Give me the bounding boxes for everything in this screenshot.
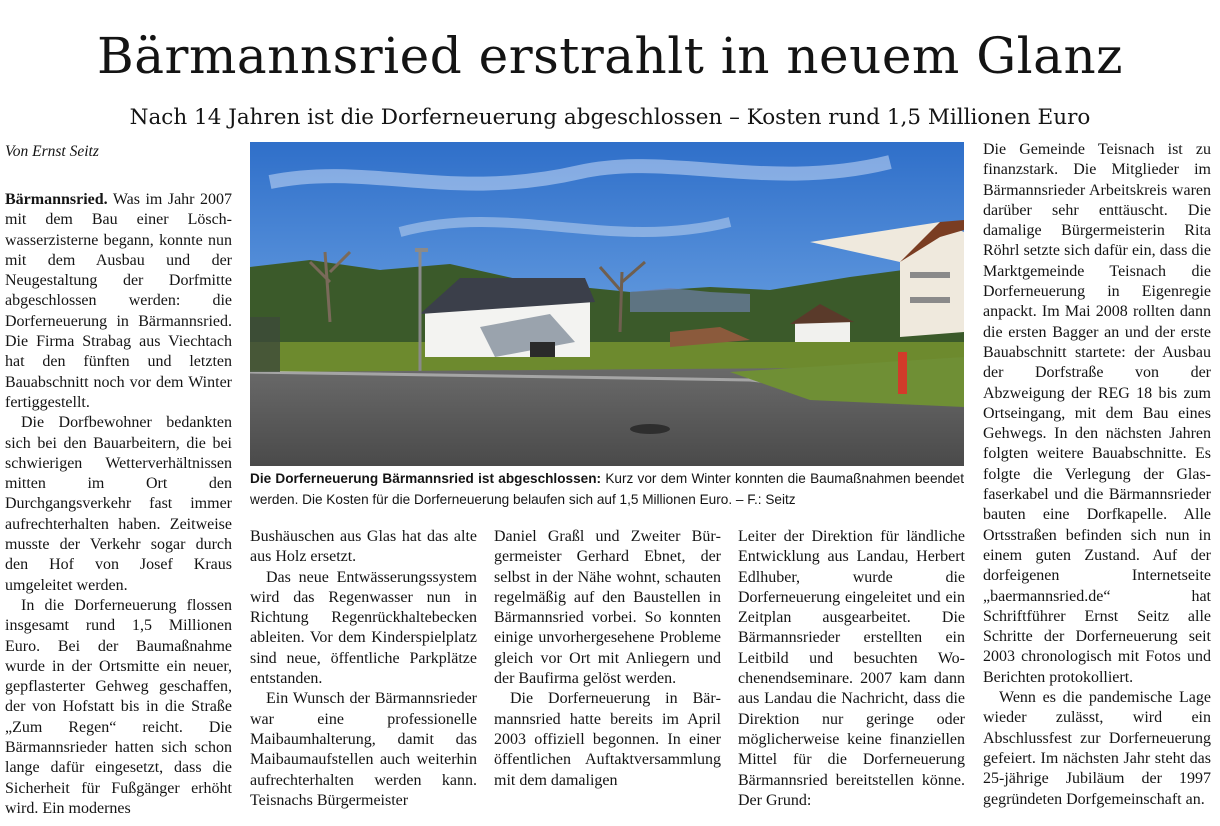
paragraph: Das neue Entwässerungssystem wird das Regenwasser nun in Richtung Regenrückhaltebecken ableiten. Vor dem Kinderspielplatz sind neue, öffentliche Parkplätze entstanden. xyxy=(250,568,477,688)
subheadline: Nach 14 Jahren ist die Dorferneuerung abgeschlossen – Kosten rund 1,5 Millionen Euro xyxy=(129,105,1091,130)
paragraph: Die Dorferneuerung in Bärmannsried hatte bereits im April 2003 offiziell begonnen. In einer öffentlichen Auftaktversammlung mit dem damaligen xyxy=(494,690,721,789)
paragraph: Leiter der Direktion für ländliche Entwicklung aus Landau, Herbert Edlhuber, wurde die Dorferneuerung eingeleitet und ein Zeitplan ausgearbeitet. Die Bärmannsrieder erstellten ein Leitbild und besuchten Wochenendseminare. 2007 kam dann aus Landau die Nachricht, dass die Direktion nur geringe oder möglicherweise keine finanziellen Mittel für die Dorferneuerung Bärmannsried bereitstellen könne. Der Grund: xyxy=(738,528,965,809)
photo-credit: – F.: Seitz xyxy=(732,491,796,507)
lead-paragraph: Bärmannsried. Was im Jahr 2007 mit dem Bau einer Löschwasserzisterne begann, konnte nun mit dem Ausbau und der Neugestaltung der Dorfmitte abgeschlossen werden: die Dorferneuerung in Bärmannsried. Die Firma Strabag aus Viechtach hat den fünften und letzten Bauabschnitt noch vor dem Winter fertiggestellt. xyxy=(5,191,232,411)
paragraph: Ein Wunsch der Bärmannsrieder war eine professionelle Maibaumhalterung, damit das Maibaumaufstellen auch weiterhin aufrechterhalten werden kann. Teisnachs Bürgermeister xyxy=(250,690,477,809)
paragraph: Bushäuschen aus Glas hat das alte aus Holz ersetzt. xyxy=(250,528,477,566)
article-column-1 xyxy=(5,190,232,819)
dateline: Bärmannsried. xyxy=(5,191,108,208)
photo-caption xyxy=(250,469,964,510)
article-column-2 xyxy=(250,527,477,811)
village-street-photo xyxy=(250,142,964,466)
paragraph: Wenn es die pandemische Lage wieder zulässt, wird ein Abschlussfest zur Dorferneuerung gefeiert. Im nächsten Jahr steht das 25-jährige Jubiläum der 1997 gegründeten Dorfgemeinschaft an. xyxy=(983,689,1211,808)
paragraph: Die Dorfbewohner bedankten sich bei den Bauarbeitern, die bei schwierigen Wetterverhältnissen mitten im Ort den Durchgangsverkehr fast immer aufrechterhalten haben. Zeitweise musste der Verkehr sogar durch den Hof von Josef Kraus umgeleitet werden. xyxy=(5,414,232,594)
article-column-5 xyxy=(983,140,1211,810)
caption-lead: Die Dorferneuerung Bärmannsried ist abgeschlossen: xyxy=(250,471,602,486)
paragraph: Daniel Graßl und Zweiter Bürgermeister Gerhard Ebnet, der selbst in der Nähe wohnt, schauten regelmäßig auf den Baustellen in Bärmannsried vorbei. So konnten einige unvorhergesehene Probleme gleich vor Ort mit Anliegern und der Baufirma gelöst werden. xyxy=(494,528,721,688)
byline: Von Ernst Seitz xyxy=(5,143,99,160)
caption-text: Kurz vor dem Winter konnten die Baumaßnahmen beendet werden. Die Kosten für die Dorferneuerung belaufen sich auf 1,5 Millionen Euro. xyxy=(250,471,965,507)
paragraph: Die Gemeinde Teisnach ist zu finanzstark. Die Mitglieder im Bärmannsrieder Arbeitskreis waren darüber sehr enttäuscht. Die damalige Bürgermeisterin Rita Röhrl setzte sich dafür ein, dass die Marktgemeinde Teisnach die Dorferneuerung in Eigenregie anpackt. Im Mai 2008 rollten dann die ersten Bagger an und der erste Bauabschnitt startete: der Ausbau der Dorfstraße von der Abzweigung der REG 18 bis zum Ortseingang, mit dem Bau eines Gehwegs. In den nächsten Jahren folgten weitere Bauabschnitte. Es folgte die Verlegung der Glasfaserkabel und die Bärmannsrieder bauten eine Dorfkapelle. Alle Ortsstraßen befinden sich nun in einem guten Zustand. Auf der dorfeigenen Internetseite „baermannsried.de“ hat Schriftführer Ernst Seitz alle Schritte der Dorferneuerung seit 2003 chronologisch mit Fotos und Berichten protokolliert. xyxy=(983,141,1211,686)
paragraph: In die Dorferneuerung flossen insgesamt rund 1,5 Millionen Euro. Bei der Baumaßnahme wurde in der Ortsmitte ein neuer, gepflasterter Gehweg geschaffen, der von Hofstatt bis in die Straße „Zum Regen“ reicht. Die Bärmannsrieder hatten sich schon lange dafür eingesetzt, dass die Sicherheit für Fußgänger erhöht wird. Ein modernes xyxy=(5,596,232,817)
headline: Bärmannsried erstrahlt in neuem Glanz xyxy=(96,27,1124,85)
article-photo xyxy=(250,142,964,466)
article-column-3 xyxy=(494,527,721,791)
article-column-4 xyxy=(738,527,965,811)
